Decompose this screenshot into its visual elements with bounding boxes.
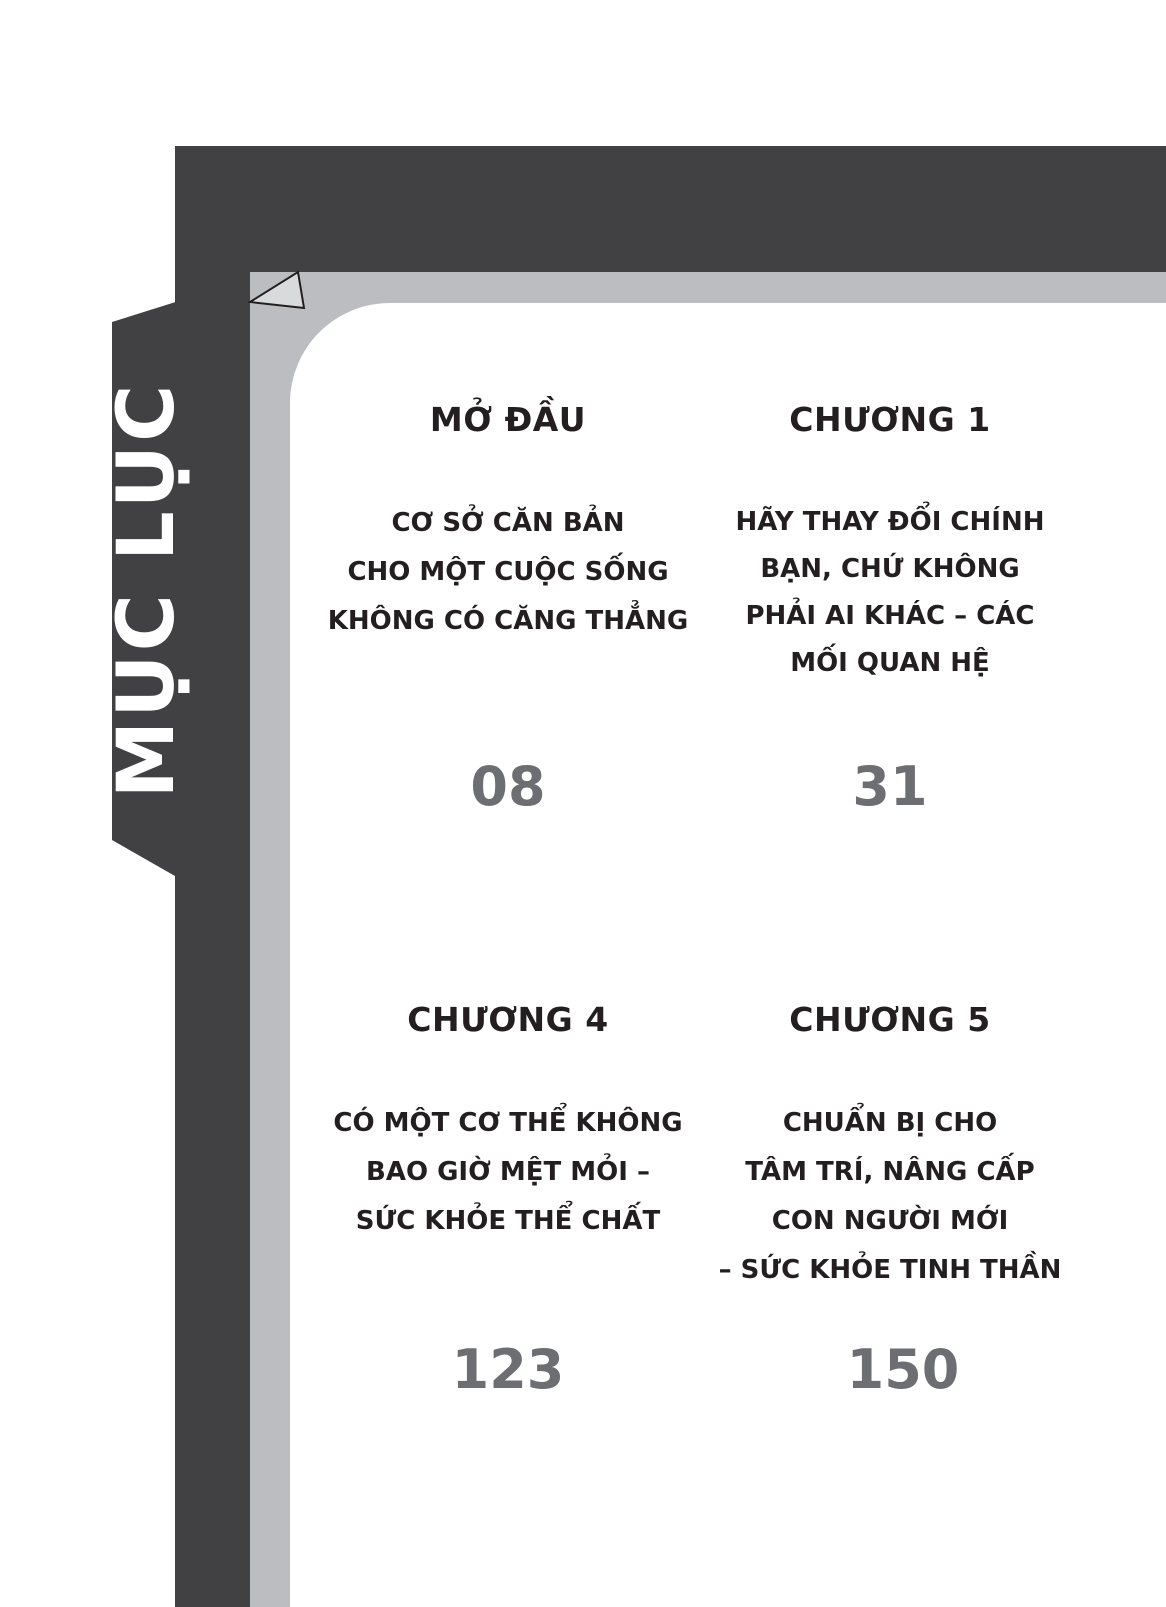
entry-page-number: 08 — [470, 755, 546, 818]
entry-page-number: 150 — [846, 1338, 960, 1401]
entry-subtitle: CƠ SỞ CĂN BẢN CHO MỘT CUỘC SỐNG KHÔNG CÓ CĂNG THẲNG — [327, 508, 689, 636]
entry-heading: CHƯƠNG 1 — [789, 400, 991, 439]
entry-page-number: 123 — [451, 1338, 565, 1401]
page-corner-fold — [248, 270, 310, 320]
entry-subtitle: CÓ MỘT CƠ THỂ KHÔNG BAO GIỜ MỆT MỎI – SỨC KHỎE THỂ CHẤT — [333, 1108, 683, 1236]
toc-entry-mo-dau[interactable] — [318, 400, 698, 646]
entry-heading: MỞ ĐẦU — [429, 400, 587, 439]
entry-subtitle: CHUẨN BỊ CHO TÂM TRÍ, NÂNG CẤP CON NGƯỜI MỚI – SỨC KHỎE TINH THẦN — [718, 1108, 1062, 1285]
entry-heading: CHƯƠNG 5 — [789, 1000, 991, 1039]
side-title: MỤC LỤC — [102, 381, 192, 799]
toc-entry-chuong-4[interactable] — [318, 1000, 698, 1246]
entry-subtitle: HÃY THAY ĐỔI CHÍNH BẠN, CHỨ KHÔNG PHẢI AI KHÁC – CÁC MỐI QUAN HỆ — [735, 507, 1045, 678]
toc-entry-chuong-1[interactable] — [710, 400, 1070, 687]
entry-heading: CHƯƠNG 4 — [407, 1000, 609, 1039]
toc-entry-chuong-5[interactable] — [700, 1000, 1080, 1295]
entry-page-number: 31 — [852, 755, 928, 818]
